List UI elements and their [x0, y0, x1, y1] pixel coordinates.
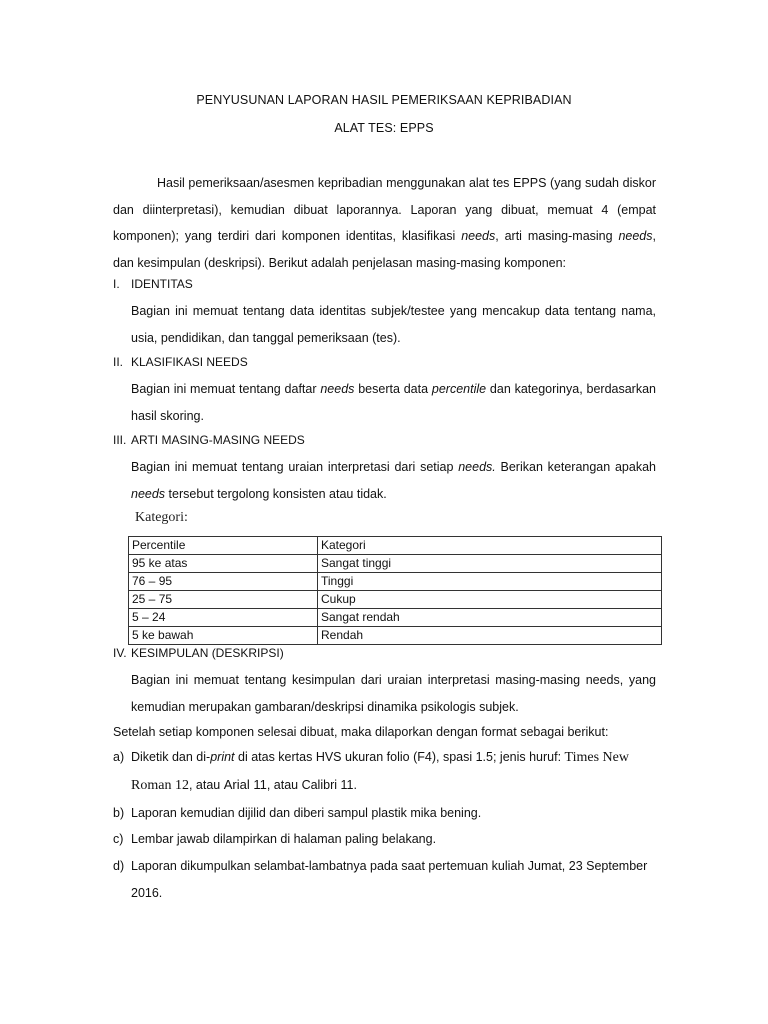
kategori-table — [128, 536, 662, 645]
section-number: III. — [113, 433, 127, 447]
table-cell: Sangat rendah — [318, 609, 662, 627]
list-label: a) — [113, 750, 125, 764]
closing-intro: Setelah setiap komponen selesai dibuat, maka dilaporkan dengan format sebagai berikut: — [113, 725, 609, 739]
list-label: c) — [113, 832, 124, 846]
intro-paragraph — [113, 170, 656, 276]
table-row — [129, 627, 662, 645]
table-cell: Rendah — [318, 627, 662, 645]
table-row — [129, 591, 662, 609]
section-body-text: Bagian ini memuat tentang daftar — [131, 382, 321, 396]
font-calibri-sample: Calibri 11. — [301, 777, 357, 792]
intro-text-2: , arti masing-masing — [495, 229, 619, 243]
section-title: IDENTITAS — [131, 277, 193, 291]
needs-term: needs — [131, 486, 166, 501]
table-row — [129, 573, 662, 591]
section-body-identitas: Bagian ini memuat tentang data identitas subjek/testee yang mencakup data tentang nama, usia, pendidikan, dan tanggal pemeriksaan (tes). — [131, 304, 656, 345]
section-body-text: beserta data — [354, 382, 432, 396]
section-heading-kesimpulan — [113, 646, 284, 660]
section-number: II. — [113, 355, 124, 369]
section-body-text: tersebut tergolong konsisten atau tidak. — [165, 486, 387, 501]
list-text — [131, 853, 658, 906]
table-cell: Tinggi — [318, 573, 662, 591]
list-text-part: , atau — [188, 777, 224, 792]
section-body-text: Bagian ini memuat tentang uraian interpretasi dari setiap — [131, 460, 459, 474]
table-cell: 95 ke atas — [129, 555, 318, 573]
document-subtitle: ALAT TES: EPPS — [334, 121, 434, 135]
table-header-cell: Kategori — [318, 537, 662, 555]
table-row — [129, 555, 662, 573]
table-cell: 25 – 75 — [129, 591, 318, 609]
section-body-klasifikasi — [131, 376, 656, 429]
list-text: Lembar jawab dilampirkan di halaman paling belakang. — [131, 832, 437, 846]
kategori-label: Kategori: — [135, 510, 188, 525]
list-text: Laporan kemudian dijilid dan diberi sampul plastik mika bening. — [131, 806, 482, 820]
list-text-part: di atas kertas HVS ukuran folio (F4), spasi 1.5; jenis huruf: — [234, 750, 565, 764]
list-text-part: Diketik dan di- — [131, 750, 211, 764]
list-text-part: Laporan dikumpulkan selambat-lambatnya pada saat pertemuan kuliah Jumat, — [131, 859, 569, 873]
section-body-arti — [131, 454, 656, 507]
table-row — [129, 609, 662, 627]
list-label: b) — [113, 806, 125, 820]
section-body-text: dan kategorinya, berdasarkan hasil skoring. — [131, 382, 656, 423]
section-heading-identitas — [113, 277, 193, 291]
document-title: PENYUSUNAN LAPORAN HASIL PEMERIKSAAN KEPRIBADIAN — [196, 93, 572, 107]
font-times-sample: Times New Roman 12 — [131, 750, 629, 793]
table-cell: Cukup — [318, 591, 662, 609]
section-number: IV. — [113, 646, 127, 660]
list-text — [131, 744, 658, 799]
list-label: d) — [113, 859, 125, 873]
table-cell: 76 – 95 — [129, 573, 318, 591]
section-title: ARTI MASING-MASING NEEDS — [131, 433, 305, 447]
intro-text-3: , dan kesimpulan (deskripsi). Berikut adalah penjelasan masing-masing komponen: — [113, 229, 656, 270]
table-cell: 5 ke bawah — [129, 627, 318, 645]
list-text-part: , atau — [266, 777, 302, 792]
section-title: KESIMPULAN (DESKRIPSI) — [131, 646, 284, 660]
needs-term: needs. — [458, 460, 496, 474]
section-body-text: Berikan keterangan apakah — [495, 460, 656, 474]
intro-needs-1: needs — [461, 229, 496, 243]
needs-term: needs — [320, 382, 355, 396]
table-header-cell: Percentile — [129, 537, 318, 555]
section-title: KLASIFIKASI NEEDS — [131, 355, 248, 369]
deadline-date: 23 September 2016. — [131, 859, 648, 900]
print-term: print — [210, 750, 235, 764]
font-arial-sample: Arial 11 — [223, 776, 267, 792]
intro-text-1: Hasil pemeriksaan/asesmen kepribadian menggunakan alat tes EPPS (yang sudah diskor dan diinterpretasi), kemudian dibuat laporannya. Laporan yang dibuat, memuat 4 (empat komponen); yang terdiri dari komponen identitas, klasifikasi — [113, 176, 656, 243]
section-body-kesimpulan: Bagian ini memuat tentang kesimpulan dari uraian interpretasi masing-masing needs, yang kemudian merupakan gambaran/deskripsi dinamika psikologis subjek. — [131, 673, 656, 714]
section-number: I. — [113, 277, 120, 291]
table-header-row — [129, 537, 662, 555]
percentile-term: percentile — [431, 382, 487, 396]
section-heading-klasifikasi — [113, 355, 248, 369]
table-cell: 5 – 24 — [129, 609, 318, 627]
section-heading-arti — [113, 433, 305, 447]
intro-needs-2: needs — [618, 229, 653, 243]
table-cell: Sangat tinggi — [318, 555, 662, 573]
